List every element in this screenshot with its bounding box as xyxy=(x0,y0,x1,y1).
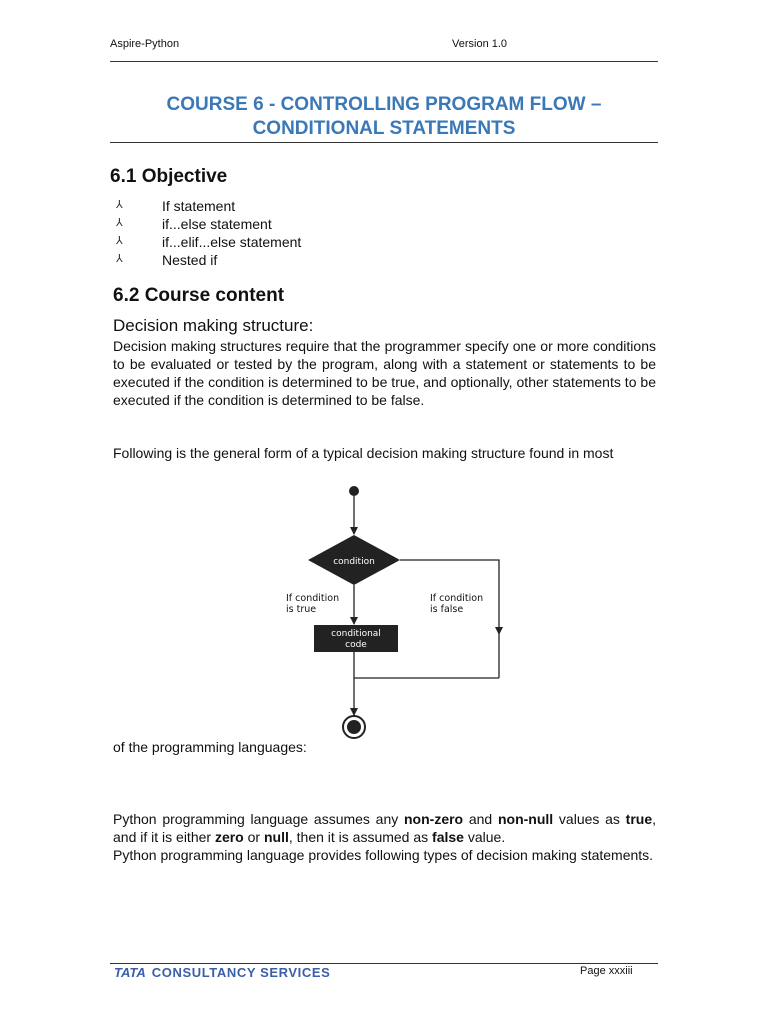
condition-label: condition xyxy=(333,557,375,567)
list-item: ⅄ if...else statement xyxy=(116,216,272,232)
true-label-2: is true xyxy=(286,604,317,615)
code-label-1: conditional xyxy=(331,629,381,639)
false-label-2: is false xyxy=(430,604,464,615)
course-title-line1: COURSE 6 - CONTROLLING PROGRAM FLOW – xyxy=(166,94,602,115)
header-left: Aspire-Python xyxy=(110,38,180,50)
bullet-icon: ⅄ xyxy=(116,199,123,211)
tcs-logo: TATA CONSULTANCY SERVICES xyxy=(114,965,331,980)
bullet-icon: ⅄ xyxy=(116,235,123,247)
objective-heading: 6.1 Objective xyxy=(110,166,228,187)
paragraph-1: Decision making structures require that the programmer specify one or more conditions to be evaluated or tested by the program, along with a statement or statements to be executed if the condition is determined to be true, and optionally, other statements to be executed if the condition is determined to be false. xyxy=(113,338,656,408)
list-item: ⅄ if...elif...else statement xyxy=(116,234,302,250)
footer-divider xyxy=(110,963,658,964)
paragraph-2: Following is the general form of a typical decision making structure found in most xyxy=(113,445,614,461)
decision-flowchart xyxy=(270,480,520,745)
objective-list xyxy=(116,197,301,269)
title-divider xyxy=(110,142,658,143)
paragraph-5: Python programming language provides following types of decision making statements. xyxy=(113,847,654,863)
content-subheading: Decision making structure: xyxy=(113,316,314,335)
header-version: Version 1.0 xyxy=(452,38,508,50)
header-divider xyxy=(110,61,658,62)
course-title-line2: CONDITIONAL STATEMENTS xyxy=(252,118,516,139)
true-label-1: If condition xyxy=(286,593,340,604)
paragraph-3: of the programming languages: xyxy=(113,739,307,755)
bullet-icon: ⅄ xyxy=(116,253,123,265)
list-item: ⅄ If statement xyxy=(116,198,236,214)
list-item: ⅄ Nested if xyxy=(116,252,218,268)
bullet-icon: ⅄ xyxy=(116,217,123,229)
code-label-2: code xyxy=(345,640,367,650)
content-heading: 6.2 Course content xyxy=(113,285,285,306)
page-number: Page xxxiii xyxy=(580,965,633,977)
paragraph-4: Python programming language assumes any non-zero and non-null values as true, and if it is either zero or null, then it is assumed as false value. xyxy=(113,811,657,845)
false-label-1: If condition xyxy=(430,593,484,604)
start-node xyxy=(349,486,359,496)
course-title xyxy=(110,93,658,141)
